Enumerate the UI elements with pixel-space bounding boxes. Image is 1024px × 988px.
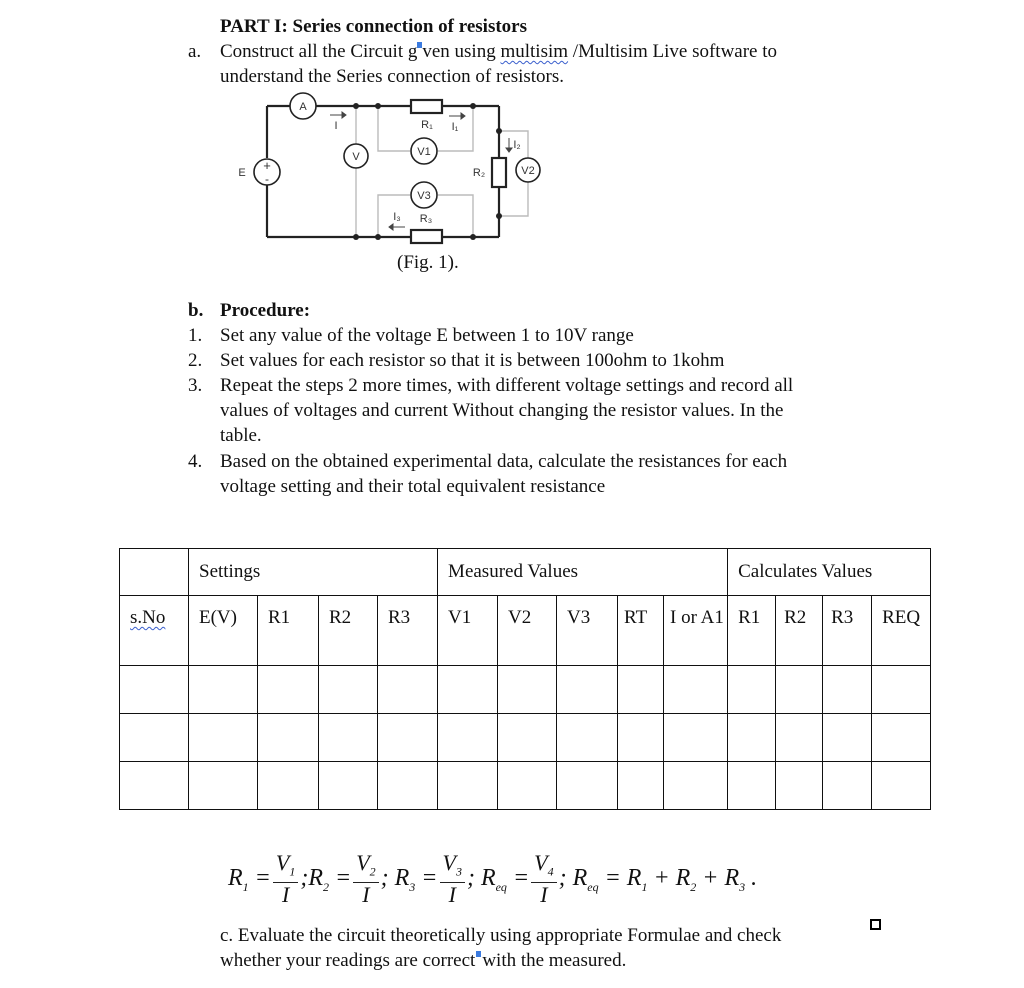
table-cell[interactable] (258, 762, 319, 810)
table-cell[interactable] (557, 714, 618, 762)
table-cell[interactable] (823, 714, 872, 762)
text-run: c. Evaluate the circuit theoretically using appropriate Formulae and check (220, 925, 782, 946)
svg-text:I₂: I₂ (513, 139, 521, 151)
table-cell[interactable] (664, 666, 728, 714)
table-cell[interactable] (189, 714, 258, 762)
table-cell[interactable] (189, 666, 258, 714)
table-cell[interactable] (872, 666, 931, 714)
text-run: ven using (422, 41, 501, 62)
col-header-r3-setting: R3 (378, 596, 438, 666)
table-cell[interactable] (498, 714, 557, 762)
step-4-number: 4. (188, 451, 203, 472)
text-run: with the measured. (482, 950, 627, 971)
table-cell[interactable] (557, 666, 618, 714)
col-header-v3: V3 (557, 596, 618, 666)
table-cell[interactable] (498, 666, 557, 714)
step-3-text-line3: table. (220, 425, 262, 446)
table-cell[interactable] (120, 714, 189, 762)
table-cell[interactable] (664, 714, 728, 762)
col-header-r1-calc: R1 (728, 596, 776, 666)
svg-text:R₃: R₃ (419, 213, 433, 225)
ammeter-label: A (299, 101, 307, 113)
col-header-r2-calc: R2 (776, 596, 823, 666)
group-header-calculated: Calculates Values (728, 549, 931, 596)
table-cell[interactable] (319, 762, 378, 810)
table-cell[interactable] (378, 762, 438, 810)
col-header-r3-calc: R3 (823, 596, 872, 666)
svg-text:R₂: R₂ (472, 167, 486, 179)
table-cell[interactable] (728, 762, 776, 810)
step-4-text-line1: Based on the obtained experimental data, calculate the resistances for each (220, 451, 788, 472)
step-3-text-line1: Repeat the steps 2 more times, with different voltage settings and record all (220, 375, 794, 396)
table-cell[interactable] (728, 666, 776, 714)
svg-text:I₃: I₃ (393, 211, 401, 223)
section-a-marker: a. (188, 41, 202, 62)
table-cell[interactable] (618, 714, 664, 762)
group-header-settings: Settings (189, 549, 438, 596)
table-cell[interactable] (823, 666, 872, 714)
step-1-number: 1. (188, 325, 203, 346)
table-cell[interactable] (872, 714, 931, 762)
table-cell[interactable] (319, 714, 378, 762)
spellcheck-word[interactable]: s.No (130, 607, 166, 628)
table-row (120, 666, 931, 714)
col-header-r2-setting: R2 (319, 596, 378, 666)
table-cell[interactable] (498, 762, 557, 810)
step-2-text: Set values for each resistor so that it is between 100ohm to 1kohm (220, 350, 725, 371)
section-b-marker: b. (188, 300, 204, 321)
table-cell[interactable] (438, 666, 498, 714)
group-header-measured: Measured Values (438, 549, 728, 596)
step-3-number: 3. (188, 375, 203, 396)
table-cell[interactable] (664, 762, 728, 810)
svg-text:R₁: R₁ (421, 119, 433, 131)
col-header-r1-setting: R1 (258, 596, 319, 666)
spellcheck-word[interactable]: multisim (500, 41, 569, 62)
table-cell[interactable] (378, 714, 438, 762)
table-cell[interactable] (728, 714, 776, 762)
section-c-line1 (220, 923, 781, 948)
results-table (119, 548, 931, 810)
table-cell[interactable] (557, 762, 618, 810)
table-cell[interactable] (378, 666, 438, 714)
table-cell[interactable] (120, 762, 189, 810)
svg-text:I: I (334, 120, 338, 132)
svg-text:V1: V1 (417, 146, 431, 158)
table-cell[interactable] (776, 666, 823, 714)
figure-caption: (Fig. 1). (397, 252, 459, 273)
svg-text:V3: V3 (417, 190, 431, 202)
section-c-line2 (220, 948, 626, 973)
svg-text:E: E (238, 167, 246, 179)
resistance-formula: $R_1$ = $\frac{V_1}{I}$ $;R_2$ = $\frac{V_2}{I}$ ; $R_3$ = $\frac{V_3}{I}$ ; $R_{eq}$ = $\frac{V_4}{I}$ ; $R_{eq} = R_1 + R_2 + R_3$ . (228, 850, 758, 908)
table-row (120, 762, 931, 810)
col-header-v1: V1 (438, 596, 498, 666)
table-cell[interactable] (319, 666, 378, 714)
group-header-row (120, 549, 931, 596)
svg-text:V2: V2 (521, 165, 535, 177)
procedure-heading: Procedure: (220, 300, 311, 321)
text-run: whether your readings are correct (220, 950, 476, 971)
table-cell[interactable] (776, 762, 823, 810)
table-cell[interactable] (258, 714, 319, 762)
table-row (120, 714, 931, 762)
step-2-number: 2. (188, 350, 203, 371)
table-cell[interactable] (438, 714, 498, 762)
table-cell[interactable] (823, 762, 872, 810)
cursor-marker-icon (476, 951, 481, 957)
col-header-v2: V2 (498, 596, 557, 666)
section-a-line1 (220, 39, 777, 64)
step-1-text: Set any value of the voltage E between 1 to 10V range (220, 325, 634, 346)
part-title: PART I: Series connection of resistors (220, 16, 527, 37)
col-header-sno (120, 596, 189, 666)
step-3-text-line2: values of voltages and current Without changing the resistor values. In the (220, 400, 784, 421)
table-cell[interactable] (189, 762, 258, 810)
group-header-empty (120, 549, 189, 596)
table-cell[interactable] (258, 666, 319, 714)
svg-text:+: + (263, 158, 271, 173)
section-a-line2: understand the Series connection of resistors. (220, 66, 565, 87)
col-header-current: I or A1 (664, 596, 728, 666)
table-cell[interactable] (618, 666, 664, 714)
object-anchor-icon[interactable] (870, 919, 881, 930)
svg-text:I₁: I₁ (451, 121, 459, 133)
table-cell[interactable] (776, 714, 823, 762)
table-cell[interactable] (872, 762, 931, 810)
svg-text:V: V (352, 151, 360, 163)
step-4-text-line2: voltage setting and their total equivalent resistance (220, 476, 606, 497)
series-circuit-diagram (225, 92, 545, 252)
svg-text:-: - (265, 172, 269, 186)
table-cell[interactable] (438, 762, 498, 810)
text-run: /Multisim Live software to (568, 41, 778, 62)
table-cell[interactable] (120, 666, 189, 714)
text-run: Construct all the Circuit g (220, 41, 418, 62)
col-header-e: E(V) (189, 596, 258, 666)
col-header-rt: RT (618, 596, 664, 666)
col-header-req: REQ (872, 596, 931, 666)
column-header-row (120, 596, 931, 666)
table-cell[interactable] (618, 762, 664, 810)
